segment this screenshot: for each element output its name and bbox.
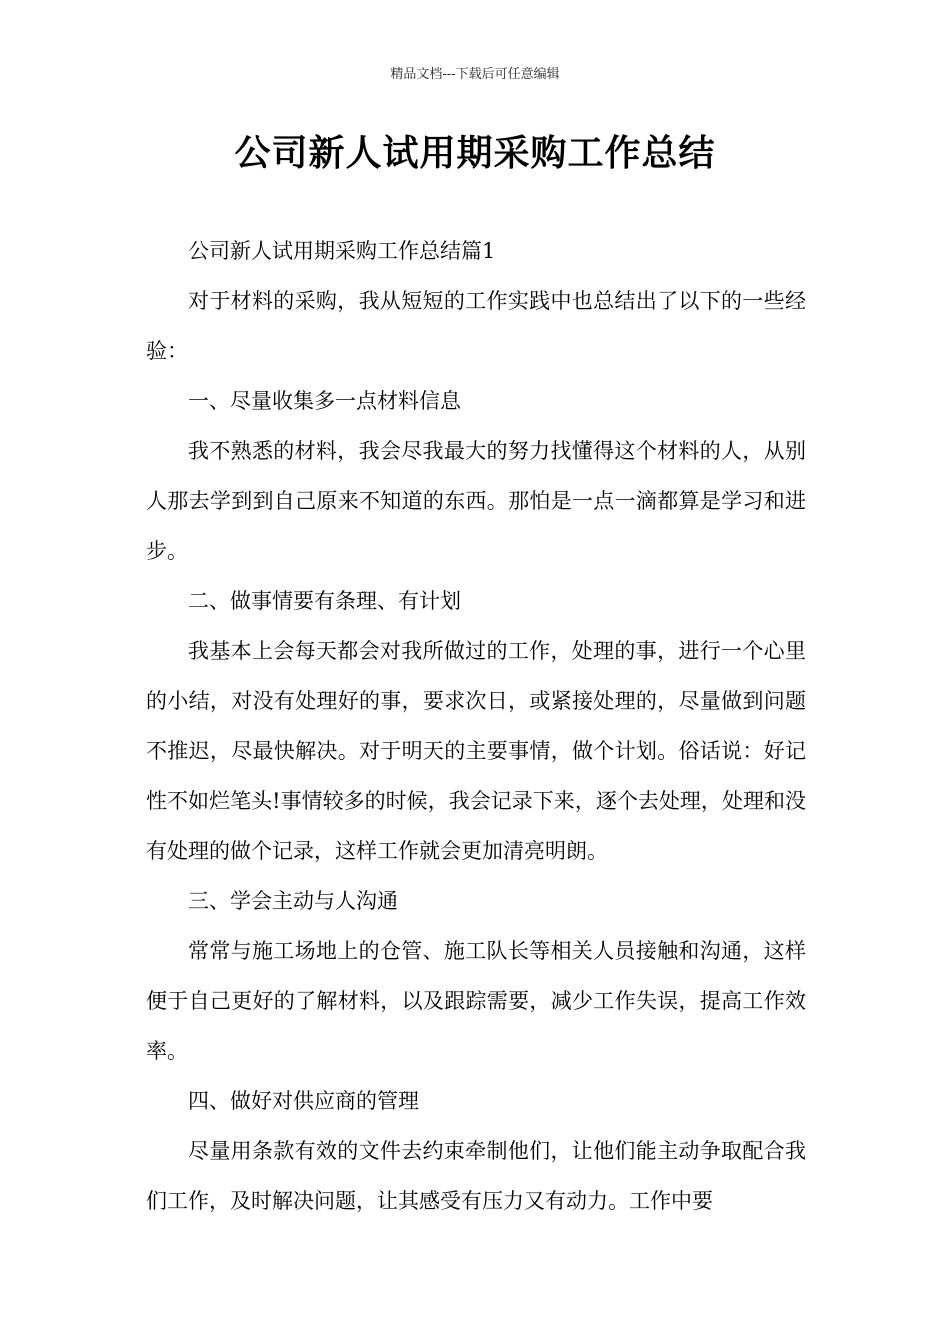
section-heading: 二、做事情要有条理、有计划 — [188, 589, 461, 613]
section-heading: 公司新人试用期采购工作总结篇1 — [188, 239, 496, 263]
paragraph: 我基本上会每天都会对我所做过的工作，处理的事，进行一个心里的小结，对没有处理好的事，要求次日，或紧接处理的，尽量做到问题不推迟，尽最快解决。对于明天的主要事情，做个计划。俗话说：好记性不如烂笔头!事情较多的时候，我会记录下来，逐个去处理，处理和没有处理的做个记录，这样工作就会更加清亮明朗。 — [146, 639, 806, 863]
header-note: 精品文档---下载后可任意编辑 — [390, 67, 560, 82]
document-title: 公司新人试用期采购工作总结 — [234, 132, 716, 174]
section-heading: 四、做好对供应商的管理 — [188, 1089, 419, 1113]
paragraph: 对于材料的采购，我从短短的工作实践中也总结出了以下的一些经验： — [146, 289, 806, 363]
paragraph: 常常与施工场地上的仓管、施工队长等相关人员接触和沟通，这样便于自己更好的了解材料，以及跟踪需要，减少工作失误，提高工作效率。 — [146, 939, 806, 1063]
document-body — [146, 226, 806, 1226]
paragraph: 尽量用条款有效的文件去约束牵制他们，让他们能主动争取配合我们工作，及时解决问题，让其感受有压力又有动力。工作中要 — [146, 1139, 806, 1213]
section-heading: 一、尽量收集多一点材料信息 — [188, 389, 461, 413]
paragraph: 我不熟悉的材料，我会尽我最大的努力找懂得这个材料的人，从别人那去学到到自己原来不知道的东西。那怕是一点一滴都算是学习和进步。 — [146, 439, 806, 563]
section-heading: 三、学会主动与人沟通 — [188, 889, 398, 913]
